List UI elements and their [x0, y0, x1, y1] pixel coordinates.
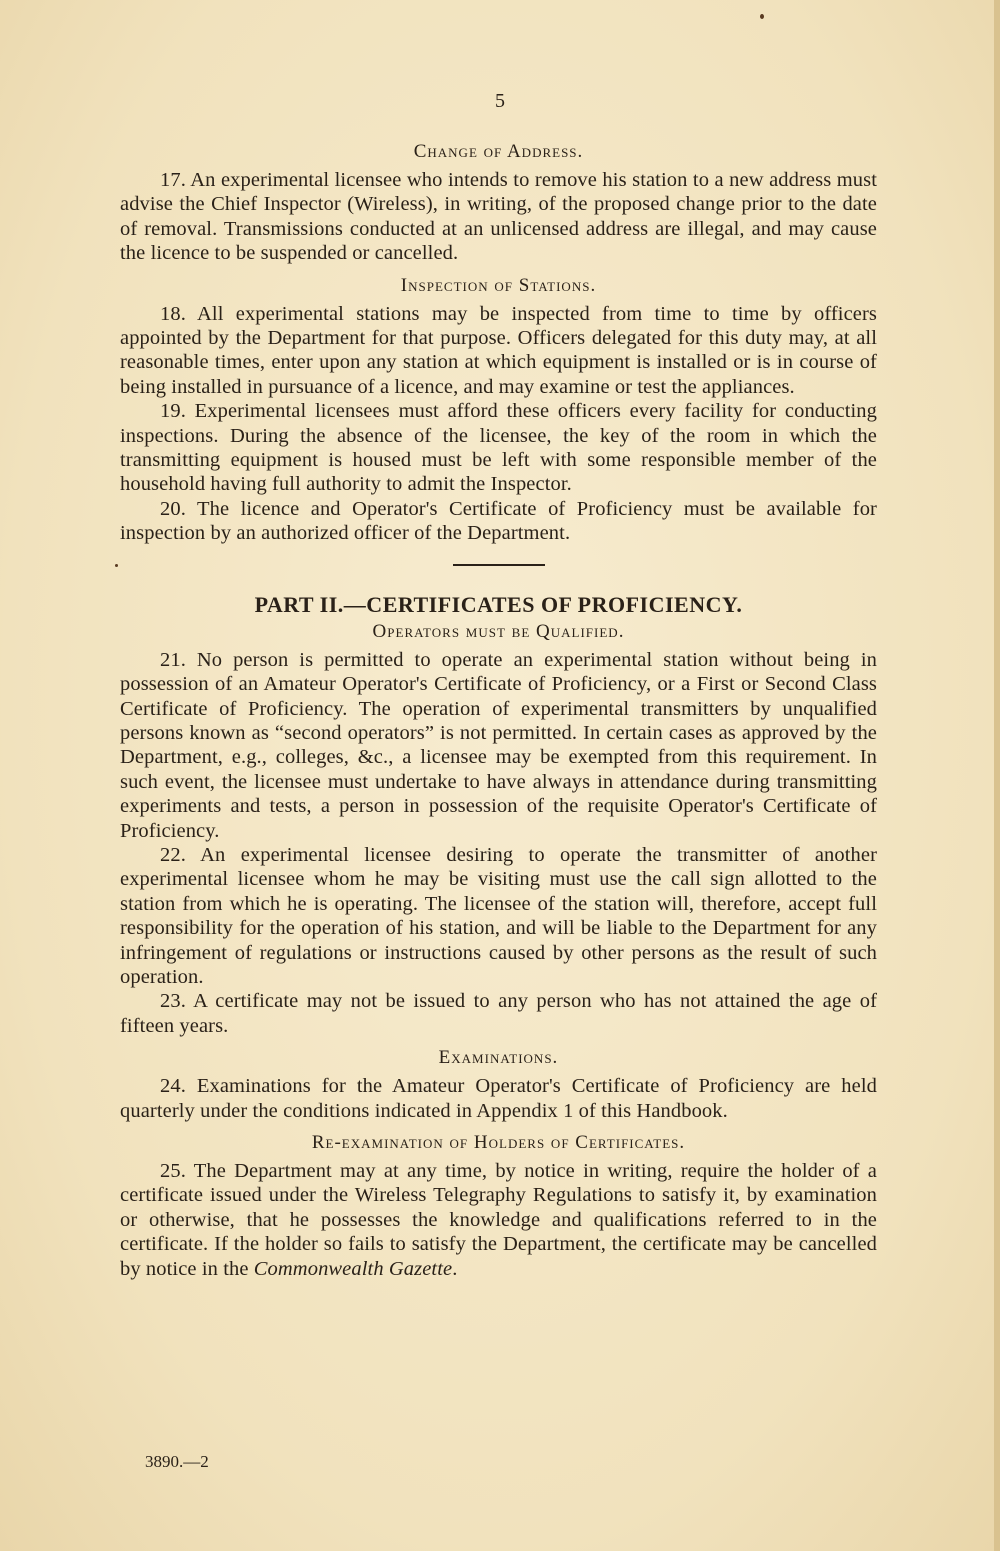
paragraph-25: [120, 1159, 877, 1281]
paragraph-24: 24. Examinations for the Amateur Operator's Certificate of Proficiency are held quarterly under the conditions indicated in Appendix 1 of this Handbook.: [120, 1075, 877, 1122]
paragraph-20: 20. The licence and Operator's Certificate of Proficiency must be available for inspection by an authorized officer of the Department.: [120, 497, 877, 545]
section-heading-operators: Operators must be Qualified.: [372, 620, 625, 642]
paragraph-17: 17. An experimental licensee who intends to remove his station to a new address must advise the Chief Inspector (Wireless), in writing, of the proposed change prior to the date of removal. Transmissions conducted at an unlicensed address are illegal, and may cause the licence to be suspended or cancelled.: [120, 169, 877, 265]
section-divider: [453, 564, 545, 566]
part-title: PART II.—CERTIFICATES OF PROFICIENCY.: [254, 591, 743, 617]
paragraph-19: 19. Experimental licensees must afford these officers every facility for conducting inspections. During the absence of the licensee, the key of the room in which the transmitting equipment is housed must be left with some responsible member of the household having full authority to admit the Inspector.: [120, 400, 877, 496]
main-text: [120, 140, 877, 1281]
section-heading-examinations: Examinations.: [438, 1047, 559, 1069]
print-code: 3890.—2: [145, 1452, 209, 1471]
paper-speck: [760, 14, 764, 19]
section-heading-inspection: Inspection of Stations.: [400, 274, 597, 296]
page-number: 5: [495, 90, 505, 112]
paragraph-18: 18. All experimental stations may be inspected from time to time by officers appointed by the Department for that purpose. Officers delegated for this duty may, at all reasonable times, enter upon any station at which equipment is installed or is in course of being installed in pursuance of a licence, and may examine or test the appliances.: [120, 302, 877, 398]
paragraph-23: 23. A certificate may not be issued to any person who has not attained the age of fifteen years.: [120, 990, 877, 1037]
paragraph-22: 22. An experimental licensee desiring to operate the transmitter of another experimental licensee whom he may be visiting must use the call sign allotted to the station from which he is operating. The licensee of the station will, therefore, accept full responsibility for the operation of his station, and will be liable to the Department for any infringement of regulations or instructions caused by other persons as the result of such operation.: [120, 843, 877, 988]
paper-speck: [115, 564, 118, 567]
paragraph-21: 21. No person is permitted to operate an experimental station without being in possession of an Amateur Operator's Certificate of Proficiency, or a First or Second Class Certificate of Proficiency. The operation of experimental transmitters by unqualified persons known as “second operators” is not permitted. In certain cases as approved by the Department, e.g., colleges, &c., a licensee may be exempted from this requirement. In such event, the licensee must undertake to have always in attendance during transmitting experiments and tests, a person in possession of the requisite Operator's Certificate of Proficiency.: [120, 648, 877, 842]
paragraph-25-end: .: [452, 1257, 458, 1280]
gazette-title: Commonwealth Gazette: [253, 1257, 453, 1280]
paragraph-25-text: 25. The Department may at any time, by notice in writing, require the holder of a certificate issued under the Wireless Telegraphy Regulations to satisfy it, by examination or otherwise, that he possesses the knowledge and qualifications referred to in the certificate. If the holder so fails to satisfy the Department, the certificate may be cancelled by notice in the: [120, 1160, 877, 1280]
section-heading-change-of-address: Change of Address.: [413, 141, 584, 162]
section-heading-re-examination: Re-examination of Holders of Certificates.: [311, 1132, 686, 1153]
page-edge: [994, 0, 1000, 1551]
